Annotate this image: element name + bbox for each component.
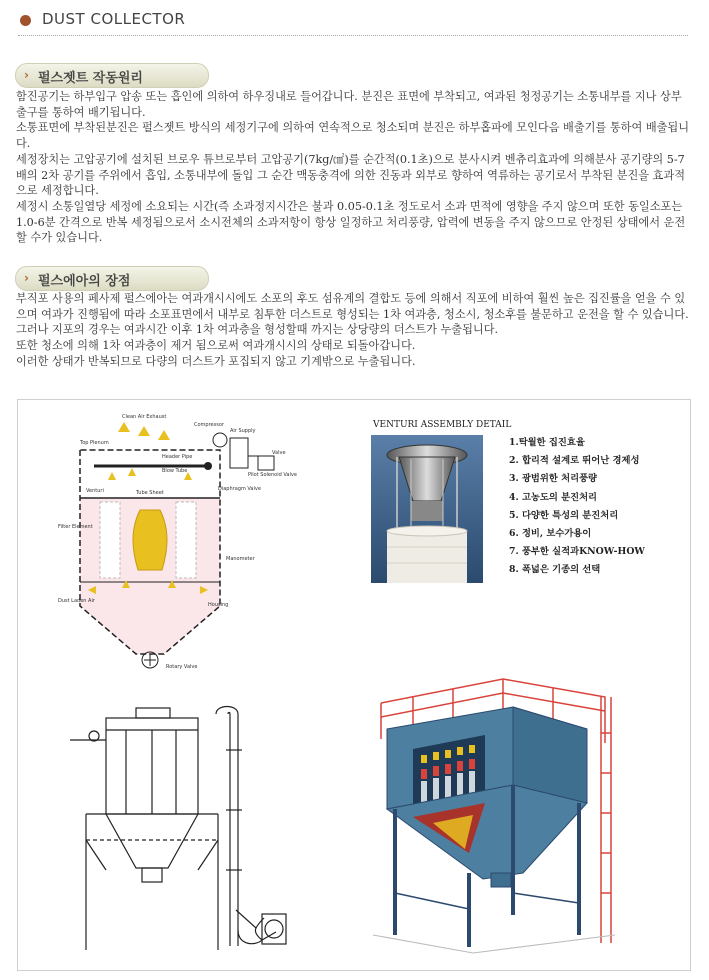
label-rotary-valve: Rotary Valve [166, 664, 198, 670]
label-blow-tube: Blow Tube [162, 468, 188, 474]
paragraph: 이러한 상태가 반복되므로 다량의 더스트가 포집되지 않고 기계밖으로 누출됩니다. [16, 354, 416, 368]
figure-panel [17, 399, 691, 971]
label-housing: Housing [208, 602, 229, 608]
list-item: 5. 다양한 특성의 분진처리 [509, 509, 619, 521]
list-item: 8. 폭넓은 기종의 선택 [509, 564, 601, 576]
section-body-advantages [16, 291, 692, 370]
list-item: 6. 정비, 보수가용이 [509, 528, 592, 540]
label-solenoid: Pilot Solenoid Valve [248, 472, 297, 478]
paragraph: 세정장치는 고압공기에 설치된 브로우 튜브로부터 고압공기(7kg/㎠)를 순간적(0.1초)으로 분사시켜 벤츄리효과에 의해분사 공기량의 5-7배의 2차 공기를 주위에서 흡입, 소통내부에 돌입 그 순간 맥동충격에 의한 진동과 외부로 향하여 역류하는 공기로서 부착된 분진을 효과적으로 세정합니다. [16, 152, 686, 198]
chevron-right-icon: › [24, 271, 29, 285]
label-air-supply: Air Supply [230, 428, 256, 434]
list-item: 7. 풍부한 실적과KNOW-HOW [509, 546, 645, 558]
label-valve: Valve [272, 450, 286, 456]
venturi-title: VENTURI ASSEMBLY DETAIL [373, 420, 512, 430]
chevron-right-icon: › [24, 68, 29, 82]
bullet-dot-icon [20, 15, 31, 26]
page-title: DUST COLLECTOR [42, 10, 186, 28]
label-compressor: Compressor [194, 422, 224, 428]
collector-cutaway-illustration [373, 673, 615, 957]
paragraph: 부직포 사용의 페사제 펄스에아는 여과개시시에도 소포의 후도 섬유계의 결합도 등에 의해서 직포에 비하여 훨씬 높은 집진률을 얻을 수 있으며 여과가 진행됨에 따라 소포표면에서 내부로 침투한 더스트로 형성되는 1차 여과층, 청소시, 청소후를 불문하고 운전을 할 수 있습니다. [16, 292, 689, 321]
paragraph: 소통표면에 부착된분진은 펄스젯트 방식의 세정기구에 의하여 연속적으로 청소되며 분진은 하부홉파에 모인다음 배출기를 통하여 배출됩니다. [16, 121, 690, 151]
list-item: 3. 광범위한 처리풍량 [509, 473, 598, 485]
section-heading-pulse-jet [15, 63, 209, 88]
venturi-assembly-photo [371, 435, 483, 583]
section-body-pulse-jet [16, 89, 692, 246]
label-tube-sheet: Tube Sheet [136, 490, 164, 496]
paragraph: 그러나 지포의 경우는 여과시간 이후 1차 여과층을 형성할때 까지는 상당량의 더스트가 누출됩니다. [16, 323, 499, 337]
label-header-pipe: Header Pipe [162, 454, 193, 460]
paragraph: 또한 청소에 의해 1차 여과층이 제거 됨으로써 여과개시시의 상태로 되돌아갑니다. [16, 339, 416, 353]
label-diaphragm: Diaphragm Valve [218, 486, 261, 492]
paragraph: 함진공기는 하부입구 압송 또는 흡인에 의하여 하우징내로 들어갑니다. 분진은 표면에 부착되고, 여과된 청정공기는 소통내부를 지나 상부출구를 통하여 배기됩니다. [16, 90, 682, 119]
label-clean-air: Clean Air Exhaust [122, 414, 167, 420]
section-heading-advantages [15, 266, 209, 291]
paragraph: 세정시 소통일열당 세정에 소요되는 시간(즉 소과정지시간은 불과 0.05-0.1초 정도로서 소과 면적에 영향을 주지 않으며 또한 동일소포는 1.0-6분 간격으로 반복 세정됨으로서 소시전체의 소과저항이 항상 일정하고 처리풍량, 압력에 변동을 주지 않으므로 안정된 상태에서 운전할 수가 있습니다. [16, 199, 686, 245]
list-item: 4. 고농도의 분진처리 [509, 491, 598, 503]
collector-elevation-drawing [66, 700, 306, 962]
label-top-plenum: Top Plenum [80, 440, 109, 446]
page-header [18, 10, 688, 36]
features-list [509, 434, 645, 580]
section-title: 펄스젯트 작동원리 [38, 71, 143, 86]
label-dust-inlet: Dust Laden Air [58, 598, 95, 604]
label-filter: Filter Element [58, 524, 93, 530]
label-venturi: Venturi [86, 488, 104, 494]
section-title: 펄스에아의 장점 [38, 274, 131, 289]
label-manometer: Manometer [226, 556, 255, 562]
pulse-jet-schematic [58, 410, 298, 672]
list-item: 2. 합리적 설계로 뛰어난 경제성 [509, 455, 640, 467]
header-divider [18, 35, 688, 36]
list-item: 1.탁월한 집진효율 [509, 437, 585, 448]
